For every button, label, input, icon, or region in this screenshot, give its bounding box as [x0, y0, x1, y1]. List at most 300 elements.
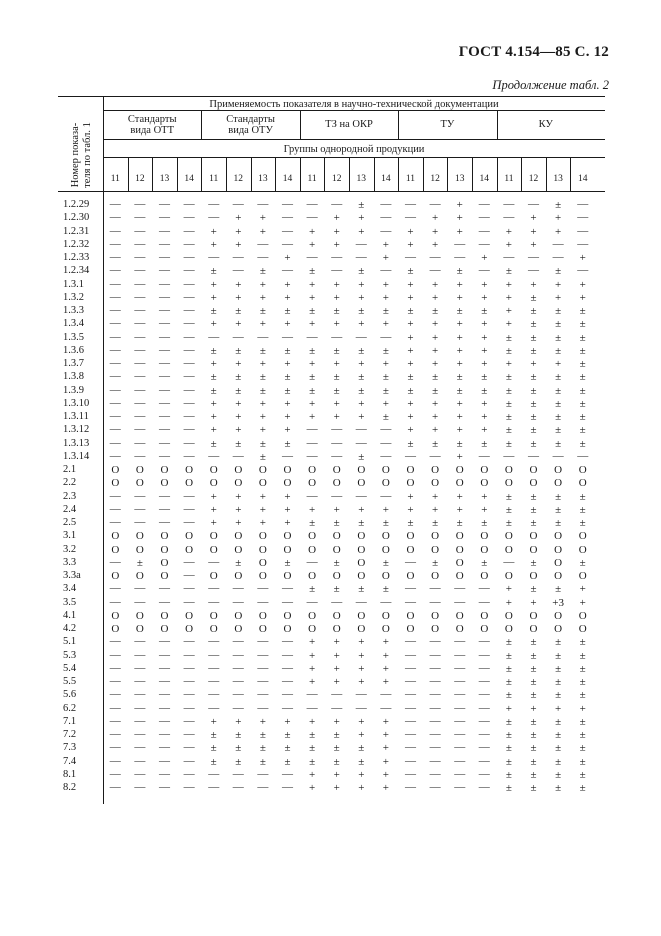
- table-cell: ±: [555, 636, 562, 649]
- table-cell: +: [333, 238, 340, 251]
- table-cell: +: [431, 344, 439, 357]
- table-cell: ±: [382, 556, 389, 569]
- table-cell: +: [579, 278, 586, 291]
- table-cell: —: [306, 701, 318, 714]
- table-cell: O: [480, 570, 489, 582]
- table-cell: —: [183, 781, 195, 793]
- row-label: 1.2.31: [63, 225, 90, 237]
- table-cell: —: [454, 767, 466, 780]
- table-cell: +: [431, 490, 439, 503]
- table-cell: O: [258, 530, 267, 543]
- table-cell: +: [358, 636, 365, 649]
- table-cell: ±: [309, 742, 316, 755]
- table-cell: ±: [530, 305, 537, 317]
- column-number: 11: [405, 174, 416, 184]
- table-cell: +: [456, 411, 463, 423]
- row-label: 2.2: [63, 477, 77, 489]
- table-cell: +: [554, 225, 562, 238]
- table-cell: ±: [481, 384, 488, 397]
- table-cell: +: [333, 411, 340, 423]
- table-cell: +: [358, 225, 365, 238]
- column-number: 11: [110, 174, 120, 184]
- table-cell: —: [134, 343, 146, 356]
- table-cell: —: [281, 198, 293, 210]
- table-cell: —: [380, 423, 392, 436]
- table-cell: —: [355, 423, 367, 436]
- table-cell: +: [235, 291, 242, 304]
- table-cell: +: [505, 596, 512, 609]
- column-number: 14: [282, 174, 293, 184]
- table-cell: —: [134, 396, 146, 409]
- table-cell: +: [579, 596, 586, 609]
- group-divider: [497, 110, 498, 139]
- table-cell: +: [554, 358, 562, 370]
- table-cell: +: [358, 291, 365, 304]
- table-cell: —: [380, 688, 392, 701]
- table-cell: +: [456, 490, 463, 503]
- table-cell: ±: [579, 556, 586, 569]
- table-cell: O: [578, 609, 587, 622]
- table-cell: —: [232, 781, 244, 793]
- row-label: 5.1: [63, 636, 77, 648]
- table-cell: ±: [530, 318, 537, 331]
- table-cell: —: [158, 383, 170, 396]
- table-cell: —: [134, 370, 146, 383]
- table-cell: —: [134, 781, 146, 793]
- table-cell: +: [333, 318, 340, 331]
- column-number: 11: [307, 174, 317, 184]
- table-cell: O: [480, 623, 489, 635]
- table-cell: O: [406, 530, 415, 543]
- table-cell: +: [210, 517, 217, 529]
- table-cell: —: [257, 675, 269, 687]
- table-cell: —: [454, 635, 466, 648]
- table-cell: —: [404, 741, 416, 754]
- table-cell: ±: [579, 437, 586, 450]
- table-cell: —: [158, 264, 170, 277]
- row-label: 8.1: [63, 768, 77, 780]
- table-cell: ±: [555, 318, 562, 331]
- table-cell: +: [382, 503, 389, 516]
- table-cell: +: [358, 212, 365, 225]
- table-cell: O: [554, 530, 563, 543]
- table-cell: ±: [210, 437, 217, 450]
- table-cell: O: [554, 570, 563, 582]
- table-cell: —: [158, 754, 170, 767]
- row-label: 4.2: [63, 623, 77, 634]
- table-cell: O: [258, 623, 267, 635]
- table-cell: —: [331, 198, 343, 210]
- table-cell: ±: [210, 729, 217, 741]
- row-label: 1.3.8: [63, 371, 84, 383]
- table-cell: ±: [456, 437, 463, 450]
- table-cell: +: [431, 238, 439, 251]
- row-label: 1.2.32: [63, 238, 90, 250]
- table-cell: —: [306, 436, 318, 449]
- table-cell: +: [333, 636, 340, 649]
- table-cell: —: [577, 449, 589, 462]
- table-cell: +: [431, 397, 439, 410]
- table-cell: ±: [358, 583, 365, 596]
- table-cell: —: [454, 781, 466, 793]
- table-cell: ±: [555, 649, 562, 662]
- table-cell: O: [578, 530, 587, 543]
- table-cell: ±: [358, 199, 365, 211]
- table-cell: —: [577, 237, 589, 250]
- table-cell: +: [308, 715, 316, 728]
- table-cell: —: [306, 198, 318, 210]
- table-cell: ±: [432, 437, 439, 450]
- table-cell: ±: [407, 384, 414, 397]
- table-cell: +: [333, 782, 340, 794]
- table-cell: —: [331, 701, 343, 714]
- table-cell: ±: [284, 742, 291, 755]
- table-cell: O: [234, 530, 243, 543]
- table-cell: O: [455, 543, 464, 556]
- table-cell: O: [406, 543, 415, 556]
- table-cell: ±: [530, 411, 537, 423]
- table-cell: O: [455, 556, 464, 569]
- table-cell: O: [480, 464, 489, 476]
- table-cell: ±: [235, 384, 242, 397]
- table-cell: O: [111, 609, 120, 622]
- table-cell: +: [308, 397, 316, 410]
- table-cell: —: [404, 198, 416, 210]
- table-cell: —: [109, 436, 121, 449]
- table-cell: —: [158, 237, 170, 250]
- table-cell: —: [134, 436, 146, 449]
- table-cell: ±: [555, 662, 562, 675]
- table-cell: —: [183, 728, 195, 740]
- table-cell: O: [160, 530, 169, 543]
- group-header-1: Стандарты вида ОТТ: [127, 114, 177, 136]
- table-cell: O: [209, 464, 218, 476]
- row-label: 1.3.12: [63, 424, 90, 436]
- table-cell: ±: [530, 583, 537, 596]
- table-cell: ±: [259, 384, 266, 397]
- table-cell: ±: [333, 517, 340, 529]
- table-cell: —: [134, 211, 146, 224]
- table-cell: ±: [579, 742, 586, 755]
- table-cell: O: [135, 464, 144, 476]
- column-number: 13: [258, 174, 268, 184]
- table-cell: ±: [284, 305, 291, 317]
- table-cell: —: [232, 701, 244, 714]
- table-cell: —: [158, 661, 170, 674]
- table-cell: ±: [505, 517, 512, 529]
- row-label: 5.4: [63, 662, 77, 674]
- table-cell: —: [109, 688, 121, 701]
- table-cell: —: [503, 555, 515, 568]
- table-cell: —: [208, 211, 220, 224]
- table-cell: O: [160, 570, 169, 582]
- table-cell: O: [234, 623, 243, 635]
- table-cell: +: [382, 742, 389, 755]
- table-cell: O: [381, 570, 390, 582]
- table-cell: O: [529, 609, 538, 622]
- table-cell: —: [404, 701, 416, 714]
- table-cell: +: [382, 649, 389, 662]
- table-cell: +: [530, 702, 537, 715]
- table-cell: +: [284, 411, 291, 423]
- table-cell: —: [331, 595, 343, 608]
- table-cell: —: [429, 781, 441, 793]
- table-cell: ±: [530, 291, 537, 304]
- table-cell: —: [158, 502, 170, 515]
- page-header: ГОСТ 4.154—85 С. 12: [458, 44, 609, 60]
- table-cell: +: [210, 715, 217, 728]
- table-cell: —: [478, 781, 490, 793]
- table-cell: ±: [259, 437, 266, 450]
- table-cell: —: [109, 264, 121, 277]
- table-cell: —: [380, 198, 392, 210]
- table-cell: +: [579, 583, 586, 596]
- table-cell: —: [183, 211, 195, 224]
- column-number: 14: [184, 174, 194, 184]
- table-cell: —: [503, 449, 515, 462]
- table-cell: —: [355, 251, 367, 263]
- table-cell: —: [183, 489, 195, 502]
- table-cell: —: [429, 635, 441, 648]
- row-label: 5.3: [63, 649, 77, 661]
- table-cell: —: [281, 582, 293, 595]
- table-cell: —: [331, 436, 343, 449]
- table-cell: +: [481, 278, 488, 291]
- table-cell: +: [308, 291, 316, 304]
- table-cell: —: [257, 648, 269, 661]
- table-cell: —: [134, 675, 146, 687]
- table-cell: —: [306, 211, 318, 224]
- table-cell: +: [333, 768, 340, 781]
- table-cell: —: [404, 714, 416, 727]
- table-cell: —: [577, 211, 589, 224]
- table-cell: —: [331, 489, 343, 502]
- table-cell: ±: [579, 729, 586, 741]
- table-cell: +: [481, 411, 488, 423]
- table-cell: —: [208, 701, 220, 714]
- table-cell: O: [234, 543, 243, 556]
- table-cell: —: [380, 449, 392, 462]
- table-cell: —: [429, 582, 441, 595]
- table-cell: —: [183, 767, 195, 780]
- table-cell: —: [527, 264, 539, 277]
- row-label: 1.2.33: [63, 252, 90, 263]
- table-cell: ±: [579, 636, 586, 649]
- table-cell: +: [505, 583, 512, 596]
- table-cell: O: [578, 477, 587, 490]
- table-cell: ±: [382, 344, 389, 357]
- table-cell: —: [183, 383, 195, 396]
- table-cell: O: [185, 477, 194, 490]
- table-cell: —: [454, 688, 466, 701]
- table-cell: —: [306, 251, 318, 263]
- table-cell: O: [406, 570, 415, 582]
- table-cell: +: [481, 318, 488, 331]
- table-cell: —: [109, 701, 121, 714]
- table-cell: +: [382, 252, 389, 264]
- table-cell: —: [134, 237, 146, 250]
- group-header-2: Стандарты вида ОТУ: [226, 114, 275, 136]
- table-cell: ±: [333, 583, 340, 596]
- table-cell: +: [407, 344, 414, 357]
- table-cell: —: [158, 648, 170, 661]
- table-cell: —: [232, 264, 244, 277]
- table-cell: +: [358, 358, 365, 370]
- table-cell: —: [109, 290, 121, 303]
- table-cell: +: [407, 225, 414, 238]
- table-cell: —: [257, 582, 269, 595]
- row-label: 1.3.6: [63, 344, 84, 356]
- table-top-rule: [58, 96, 605, 97]
- table-cell: ±: [235, 729, 242, 741]
- row-label: 2.5: [63, 517, 77, 528]
- table-cell: O: [135, 570, 144, 582]
- table-cell: O: [381, 477, 390, 490]
- table-cell: —: [134, 648, 146, 661]
- table-cell: ±: [555, 424, 562, 437]
- table-cell: —: [454, 675, 466, 687]
- table-cell: —: [183, 317, 195, 330]
- table-cell: ±: [505, 636, 512, 649]
- row-label: 1.2.34: [63, 265, 90, 277]
- table-cell: —: [208, 449, 220, 462]
- table-cell: —: [404, 648, 416, 661]
- table-cell: +: [407, 331, 414, 344]
- table-cell: +: [358, 397, 365, 410]
- column-number: 14: [577, 174, 588, 184]
- table-cell: —: [380, 701, 392, 714]
- table-cell: —: [134, 251, 146, 263]
- table-cell: ±: [235, 305, 242, 317]
- table-cell: —: [208, 781, 220, 793]
- table-cell: O: [308, 609, 317, 622]
- table-cell: ±: [333, 755, 340, 768]
- table-cell: +: [431, 291, 439, 304]
- table-cell: +: [481, 397, 488, 410]
- table-cell: +: [456, 225, 463, 238]
- table-cell: —: [109, 237, 121, 250]
- table-cell: —: [134, 264, 146, 277]
- table-cell: ±: [530, 649, 537, 662]
- table-cell: O: [209, 543, 218, 556]
- group-header-3: ТЗ на ОКР: [325, 119, 373, 130]
- table-cell: —: [355, 489, 367, 502]
- table-cell: ±: [505, 742, 512, 755]
- column-number: 14: [479, 174, 490, 184]
- column-number: 13: [356, 174, 367, 184]
- table-cell: +: [259, 358, 266, 370]
- table-cell: O: [308, 543, 317, 556]
- table-cell: —: [232, 635, 244, 648]
- table-cell: —: [158, 224, 170, 237]
- table-cell: —: [257, 661, 269, 674]
- table-cell: O: [308, 570, 317, 582]
- table-cell: —: [183, 410, 195, 422]
- table-cell: ±: [210, 305, 217, 317]
- column-number: 11: [209, 174, 219, 184]
- column-number: 11: [504, 174, 514, 184]
- table-cell: —: [429, 701, 441, 714]
- table-cell: —: [404, 767, 416, 780]
- table-cell: ±: [358, 371, 365, 384]
- table-cell: +: [235, 318, 242, 331]
- table-cell: +: [259, 424, 266, 437]
- table-cell: —: [232, 595, 244, 608]
- table-cell: —: [109, 489, 121, 502]
- table-cell: +: [210, 225, 217, 238]
- table-cell: —: [158, 290, 170, 303]
- table-cell: O: [578, 543, 587, 556]
- table-cell: ±: [530, 437, 537, 450]
- table-cell: ±: [505, 715, 512, 728]
- table-cell: —: [183, 198, 195, 210]
- table-cell: —: [577, 198, 589, 210]
- table-cell: +: [407, 358, 414, 370]
- table-cell: ±: [481, 371, 488, 384]
- table-cell: +: [456, 424, 463, 437]
- table-cell: ±: [555, 755, 562, 768]
- table-cell: ±: [210, 371, 217, 384]
- table-cell: +: [235, 278, 242, 291]
- table-cell: —: [331, 330, 343, 343]
- table-cell: —: [109, 423, 121, 436]
- table-cell: ±: [530, 636, 537, 649]
- table-cell: —: [404, 661, 416, 674]
- table-cell: +: [456, 291, 463, 304]
- table-cell: —: [158, 714, 170, 727]
- table-cell: —: [232, 198, 244, 210]
- table-cell: +: [210, 291, 217, 304]
- row-label: 6.2: [63, 702, 77, 714]
- table-cell: ±: [505, 768, 512, 781]
- group-header-4: ТУ: [440, 119, 455, 130]
- table-cell: ±: [555, 689, 562, 702]
- row-label: 1.3.2: [63, 291, 84, 303]
- table-cell: +: [210, 358, 217, 370]
- table-cell: —: [478, 754, 490, 767]
- table-cell: ±: [555, 583, 562, 596]
- table-cell: —: [183, 357, 195, 369]
- table-cell: ±: [259, 755, 266, 768]
- table-cell: O: [504, 570, 513, 582]
- table-cell: —: [380, 264, 392, 277]
- table-cell: —: [355, 701, 367, 714]
- table-cell: +: [407, 318, 414, 331]
- table-cell: +: [358, 278, 365, 291]
- table-cell: O: [209, 609, 218, 622]
- table-cell: ±: [555, 199, 562, 211]
- table-cell: —: [183, 290, 195, 303]
- table-cell: —: [208, 767, 220, 780]
- table-cell: +: [333, 676, 340, 688]
- table-cell: ±: [530, 424, 537, 437]
- table-cell: O: [406, 477, 415, 490]
- table-cell: +: [505, 702, 512, 715]
- table-cell: —: [134, 357, 146, 369]
- table-cell: +: [284, 517, 291, 529]
- table-cell: +: [358, 649, 365, 662]
- table-cell: O: [283, 570, 292, 582]
- table-cell: —: [380, 489, 392, 502]
- table-cell: +: [530, 596, 537, 609]
- table-cell: O: [554, 623, 563, 635]
- table-cell: +: [308, 411, 316, 423]
- table-cell: —: [429, 198, 441, 210]
- table-cell: —: [134, 595, 146, 608]
- table-cell: —: [306, 489, 318, 502]
- table-cell: O: [455, 530, 464, 543]
- column-number: 12: [135, 174, 145, 184]
